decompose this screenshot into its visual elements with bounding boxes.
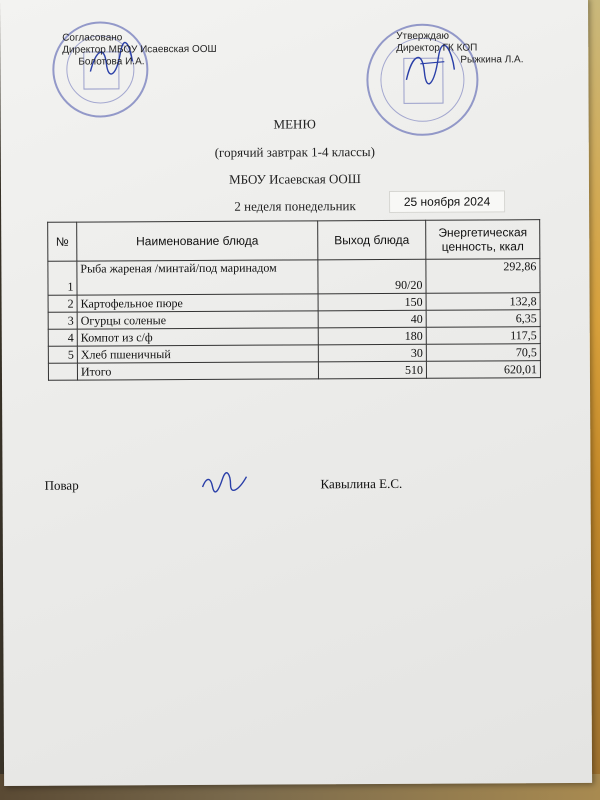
table-row [48,259,540,296]
approval-block-right [396,30,523,67]
dish-output: 180 [318,327,426,345]
dish-name: Рыба жареная /минтай/под маринадом [77,260,318,295]
approval-left-person: Болотова И.А. [78,56,145,68]
dish-output: 90/20 [318,259,426,294]
table-header-row [48,220,540,262]
approval-right-position: Директор ГК КОП [396,42,478,54]
week-day: 2 неделя понедельник [234,198,356,214]
dish-energy: 6,35 [426,310,540,328]
approval-right-heading: Утверждаю [396,30,450,42]
document-title: МЕНЮ [273,116,316,132]
row-number: 4 [48,329,77,346]
total-label: Итого [77,362,318,380]
dish-energy: 132,8 [426,293,540,311]
school-name: МБОУ Исаевская ООШ [229,171,361,187]
dish-output: 30 [318,344,426,362]
cook-name: Кавылина Е.С. [320,475,403,492]
dish-energy: 70,5 [426,344,540,362]
dish-energy: 117,5 [426,327,540,345]
column-header-dish: Наименование блюда [77,221,318,261]
dish-name: Огурцы соленые [77,311,318,329]
row-number: 2 [48,295,77,312]
approval-left-heading: Согласовано [62,32,123,44]
column-header-output: Выход блюда [318,220,426,260]
row-number: 5 [48,346,77,363]
menu-table [47,219,541,381]
total-number-cell [48,363,77,380]
column-header-energy: Энергетическая ценность, ккал [426,220,540,260]
total-output: 510 [318,361,426,379]
approval-left-position: Директор МБОУ Исаевская ООШ [62,43,217,56]
total-energy: 620,01 [426,361,540,379]
approval-block-left [62,32,217,69]
dish-output: 40 [318,310,426,328]
dish-name: Хлеб пшеничный [77,345,318,363]
approval-right-person: Рыжкина Л.А. [460,54,524,66]
cook-signature [200,469,250,495]
table-total-row [48,361,540,381]
dish-name: Компот из с/ф [77,328,318,346]
row-number: 1 [48,261,77,295]
dish-output: 150 [318,293,426,311]
column-header-number: № [48,222,77,261]
cook-role: Повар [44,477,79,493]
row-number: 3 [48,312,77,329]
date-sticker: 25 ноября 2024 [389,190,505,213]
document-subtitle: (горячий завтрак 1-4 классы) [214,144,375,160]
dish-energy: 292,86 [426,259,540,294]
dish-name: Картофельное пюре [77,294,318,312]
